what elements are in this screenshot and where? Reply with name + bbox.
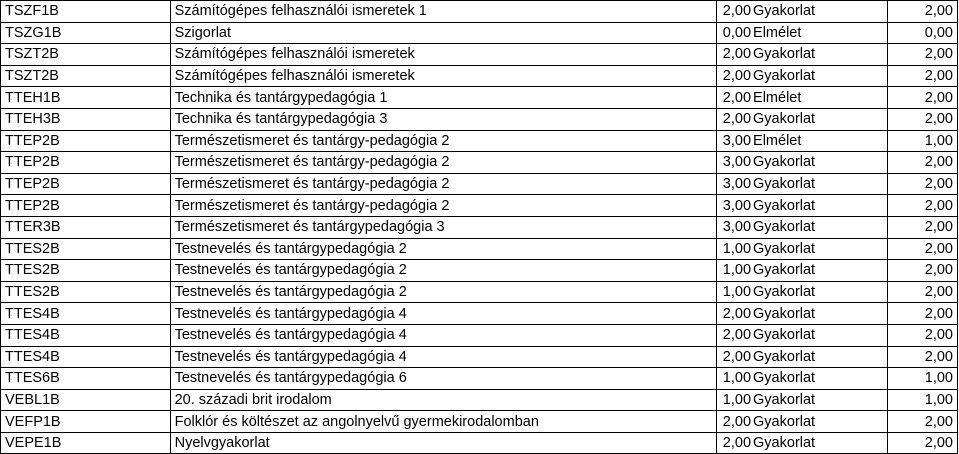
course-value-cell: 2,00	[888, 87, 958, 109]
course-type-cell: Gyakorlat	[751, 238, 888, 260]
table-row	[1, 152, 958, 174]
course-code-cell: TTEP2B	[1, 195, 171, 217]
course-credit-cell: 2,00	[716, 324, 751, 346]
course-code-cell: TSZF1B	[1, 1, 171, 23]
course-code-cell: TTES2B	[1, 281, 171, 303]
table-row	[1, 130, 958, 152]
course-title-cell: Természetismeret és tantárgy-pedagógia 2	[170, 130, 716, 152]
course-credit-cell: 2,00	[716, 411, 751, 433]
table-row	[1, 108, 958, 130]
course-title-cell: Számítógépes felhasználói ismeretek	[170, 44, 716, 66]
course-value-cell: 2,00	[888, 216, 958, 238]
course-code-cell: VEBL1B	[1, 389, 171, 411]
table-row	[1, 432, 958, 454]
table-row	[1, 238, 958, 260]
course-credit-cell: 1,00	[716, 281, 751, 303]
course-code-cell: TTEP2B	[1, 130, 171, 152]
table-row	[1, 389, 958, 411]
table-row	[1, 22, 958, 44]
course-value-cell: 2,00	[888, 432, 958, 454]
course-code-cell: TSZT2B	[1, 65, 171, 87]
table-row	[1, 65, 958, 87]
course-title-cell: Természetismeret és tantárgy-pedagógia 2	[170, 152, 716, 174]
course-credit-cell: 2,00	[716, 432, 751, 454]
course-value-cell: 0,00	[888, 22, 958, 44]
course-title-cell: Nyelvgyakorlat	[170, 432, 716, 454]
course-title-cell: Technika és tantárgypedagógia 3	[170, 108, 716, 130]
course-type-cell: Gyakorlat	[751, 1, 888, 23]
course-title-cell: Folklór és költészet az angolnyelvű gyermekirodalomban	[170, 411, 716, 433]
course-title-cell: Természetismeret és tantárgy-pedagógia 2	[170, 195, 716, 217]
table-row	[1, 281, 958, 303]
course-value-cell: 1,00	[888, 368, 958, 390]
course-value-cell: 2,00	[888, 195, 958, 217]
course-value-cell: 2,00	[888, 65, 958, 87]
course-credit-cell: 3,00	[716, 195, 751, 217]
course-credit-cell: 1,00	[716, 260, 751, 282]
course-title-cell: Testnevelés és tantárgypedagógia 6	[170, 368, 716, 390]
table-row	[1, 44, 958, 66]
course-credit-cell: 2,00	[716, 87, 751, 109]
course-code-cell: TTES4B	[1, 324, 171, 346]
course-title-cell: Testnevelés és tantárgypedagógia 2	[170, 260, 716, 282]
table-row	[1, 411, 958, 433]
course-type-cell: Gyakorlat	[751, 260, 888, 282]
table-row	[1, 1, 958, 23]
course-code-cell: TTEH3B	[1, 108, 171, 130]
course-value-cell: 2,00	[888, 1, 958, 23]
course-credit-cell: 1,00	[716, 238, 751, 260]
course-code-cell: TTEP2B	[1, 152, 171, 174]
course-value-cell: 2,00	[888, 44, 958, 66]
course-type-cell: Gyakorlat	[751, 281, 888, 303]
course-type-cell: Elmélet	[751, 130, 888, 152]
course-type-cell: Gyakorlat	[751, 432, 888, 454]
course-type-cell: Gyakorlat	[751, 368, 888, 390]
course-type-cell: Gyakorlat	[751, 324, 888, 346]
course-credit-cell: 2,00	[716, 44, 751, 66]
course-title-cell: Számítógépes felhasználói ismeretek	[170, 65, 716, 87]
course-code-cell: TTES6B	[1, 368, 171, 390]
course-credit-cell: 2,00	[716, 346, 751, 368]
course-credit-cell: 1,00	[716, 368, 751, 390]
course-credit-cell: 2,00	[716, 1, 751, 23]
course-value-cell: 2,00	[888, 281, 958, 303]
course-credit-cell: 1,00	[716, 389, 751, 411]
table-row	[1, 260, 958, 282]
course-title-cell: Testnevelés és tantárgypedagógia 2	[170, 238, 716, 260]
course-value-cell: 2,00	[888, 260, 958, 282]
course-value-cell: 2,00	[888, 324, 958, 346]
course-code-cell: TSZG1B	[1, 22, 171, 44]
course-type-cell: Gyakorlat	[751, 44, 888, 66]
course-value-cell: 2,00	[888, 238, 958, 260]
course-value-cell: 1,00	[888, 389, 958, 411]
course-type-cell: Gyakorlat	[751, 65, 888, 87]
course-title-cell: Természetismeret és tantárgypedagógia 3	[170, 216, 716, 238]
course-type-cell: Gyakorlat	[751, 303, 888, 325]
course-title-cell: Testnevelés és tantárgypedagógia 4	[170, 303, 716, 325]
table-row	[1, 216, 958, 238]
course-code-cell: VEPE1B	[1, 432, 171, 454]
course-type-cell: Elmélet	[751, 87, 888, 109]
course-title-cell: Testnevelés és tantárgypedagógia 2	[170, 281, 716, 303]
course-type-cell: Elmélet	[751, 22, 888, 44]
course-code-cell: TTES4B	[1, 303, 171, 325]
course-credit-cell: 3,00	[716, 152, 751, 174]
course-type-cell: Gyakorlat	[751, 346, 888, 368]
course-value-cell: 1,00	[888, 130, 958, 152]
course-title-cell: Testnevelés és tantárgypedagógia 4	[170, 346, 716, 368]
course-credit-cell: 3,00	[716, 130, 751, 152]
course-credit-cell: 0,00	[716, 22, 751, 44]
course-code-cell: TTER3B	[1, 216, 171, 238]
course-credit-cell: 2,00	[716, 65, 751, 87]
course-value-cell: 2,00	[888, 411, 958, 433]
course-code-cell: TTES4B	[1, 346, 171, 368]
table-row	[1, 303, 958, 325]
course-type-cell: Gyakorlat	[751, 411, 888, 433]
course-code-cell: TTES2B	[1, 238, 171, 260]
table-row	[1, 368, 958, 390]
course-code-cell: TTEP2B	[1, 173, 171, 195]
table-row	[1, 173, 958, 195]
course-title-cell: Technika és tantárgypedagógia 1	[170, 87, 716, 109]
course-code-cell: VEFP1B	[1, 411, 171, 433]
course-title-cell: Testnevelés és tantárgypedagógia 4	[170, 324, 716, 346]
course-credit-cell: 3,00	[716, 216, 751, 238]
course-value-cell: 2,00	[888, 108, 958, 130]
course-code-cell: TTES2B	[1, 260, 171, 282]
course-credit-cell: 3,00	[716, 173, 751, 195]
table-row	[1, 324, 958, 346]
course-code-cell: TSZT2B	[1, 44, 171, 66]
course-value-cell: 2,00	[888, 303, 958, 325]
course-value-cell: 2,00	[888, 173, 958, 195]
course-credit-cell: 2,00	[716, 303, 751, 325]
table-row	[1, 346, 958, 368]
course-type-cell: Gyakorlat	[751, 152, 888, 174]
course-title-cell: Természetismeret és tantárgy-pedagógia 2	[170, 173, 716, 195]
course-type-cell: Gyakorlat	[751, 108, 888, 130]
table-row	[1, 87, 958, 109]
course-type-cell: Gyakorlat	[751, 195, 888, 217]
course-type-cell: Gyakorlat	[751, 216, 888, 238]
table-row	[1, 195, 958, 217]
course-value-cell: 2,00	[888, 346, 958, 368]
course-title-cell: Számítógépes felhasználói ismeretek 1	[170, 1, 716, 23]
course-type-cell: Gyakorlat	[751, 173, 888, 195]
course-type-cell: Gyakorlat	[751, 389, 888, 411]
course-table-body	[1, 1, 958, 454]
course-title-cell: Szigorlat	[170, 22, 716, 44]
course-credit-cell: 2,00	[716, 108, 751, 130]
course-title-cell: 20. századi brit irodalom	[170, 389, 716, 411]
course-value-cell: 2,00	[888, 152, 958, 174]
course-code-cell: TTEH1B	[1, 87, 171, 109]
